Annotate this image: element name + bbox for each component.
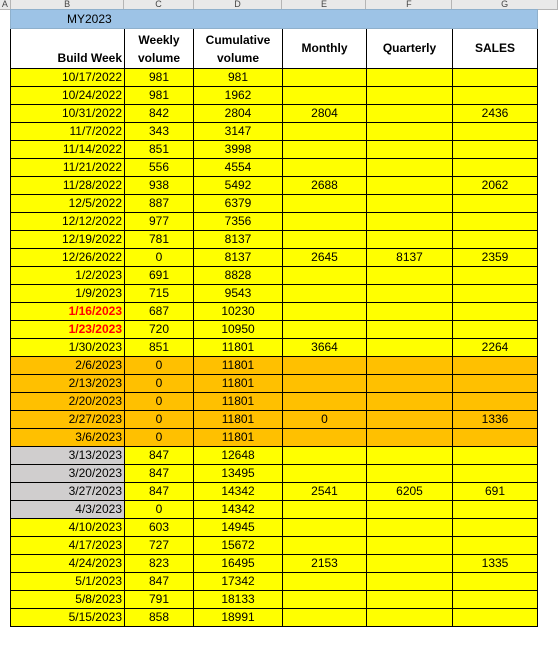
table-row <box>11 231 538 249</box>
monthly-cell[interactable]: 2153 <box>283 555 367 573</box>
weekly-volume-cell[interactable]: 938 <box>125 177 194 195</box>
weekly-volume-cell[interactable]: 851 <box>125 141 194 159</box>
quarterly-cell[interactable] <box>367 303 453 321</box>
header-quarterly[interactable]: Quarterly <box>367 29 453 69</box>
quarterly-cell[interactable] <box>367 573 453 591</box>
quarterly-cell[interactable] <box>367 537 453 555</box>
monthly-cell[interactable] <box>283 141 367 159</box>
quarterly-cell[interactable] <box>367 87 453 105</box>
quarterly-cell[interactable] <box>367 285 453 303</box>
build-week-cell[interactable]: 5/1/2023 <box>11 573 125 591</box>
build-week-cell[interactable]: 11/7/2022 <box>11 123 125 141</box>
build-week-cell[interactable]: 11/21/2022 <box>11 159 125 177</box>
monthly-cell[interactable] <box>283 375 367 393</box>
weekly-volume-cell[interactable]: 847 <box>125 447 194 465</box>
header-cumulative-line2: volume <box>216 51 259 65</box>
build-week-cell[interactable]: 5/8/2023 <box>11 591 125 609</box>
build-week-cell[interactable]: 5/15/2023 <box>11 609 125 627</box>
sales-cell[interactable]: 2264 <box>453 339 538 357</box>
monthly-cell[interactable] <box>283 591 367 609</box>
build-week-cell[interactable]: 1/16/2023 <box>11 303 125 321</box>
sales-cell[interactable] <box>453 159 538 177</box>
monthly-cell[interactable] <box>283 87 367 105</box>
header-row <box>11 29 538 69</box>
column-header[interactable]: C <box>124 0 193 9</box>
table-row <box>11 123 538 141</box>
sales-cell[interactable] <box>453 87 538 105</box>
sales-cell[interactable] <box>453 123 538 141</box>
build-week-cell[interactable]: 2/13/2023 <box>11 375 125 393</box>
monthly-cell[interactable] <box>283 285 367 303</box>
build-week-cell[interactable]: 1/23/2023 <box>11 321 125 339</box>
monthly-cell[interactable] <box>283 609 367 627</box>
monthly-cell[interactable] <box>283 123 367 141</box>
quarterly-cell[interactable] <box>367 231 453 249</box>
build-week-cell[interactable]: 3/6/2023 <box>11 429 125 447</box>
quarterly-cell[interactable] <box>367 357 453 375</box>
weekly-volume-cell[interactable]: 791 <box>125 591 194 609</box>
cumulative-volume-cell[interactable]: 9543 <box>194 285 283 303</box>
sales-cell[interactable] <box>453 213 538 231</box>
header-weekly-line2: volume <box>137 51 180 65</box>
sales-cell[interactable] <box>453 303 538 321</box>
cumulative-volume-cell[interactable]: 18133 <box>194 591 283 609</box>
table-row <box>11 573 538 591</box>
cumulative-volume-cell[interactable]: 13495 <box>194 465 283 483</box>
quarterly-cell[interactable] <box>367 591 453 609</box>
cumulative-volume-cell[interactable]: 8828 <box>194 267 283 285</box>
weekly-volume-cell[interactable]: 0 <box>125 411 194 429</box>
table-row <box>11 537 538 555</box>
header-build-week[interactable]: Build Week <box>11 29 125 69</box>
monthly-cell[interactable] <box>283 213 367 231</box>
cumulative-volume-cell[interactable]: 8137 <box>194 231 283 249</box>
table-row <box>11 249 538 267</box>
cumulative-volume-cell[interactable]: 17342 <box>194 573 283 591</box>
weekly-volume-cell[interactable]: 847 <box>125 573 194 591</box>
build-week-cell[interactable]: 11/28/2022 <box>11 177 125 195</box>
build-week-cell[interactable]: 10/31/2022 <box>11 105 125 123</box>
quarterly-cell[interactable] <box>367 609 453 627</box>
weekly-volume-cell[interactable]: 0 <box>125 501 194 519</box>
build-week-cell[interactable]: 11/14/2022 <box>11 141 125 159</box>
sales-cell[interactable] <box>453 321 538 339</box>
sales-cell[interactable]: 1336 <box>453 411 538 429</box>
sales-cell[interactable] <box>453 141 538 159</box>
weekly-volume-cell[interactable]: 0 <box>125 429 194 447</box>
quarterly-cell[interactable] <box>367 501 453 519</box>
table-row <box>11 483 538 501</box>
table-row <box>11 339 538 357</box>
weekly-volume-cell[interactable]: 858 <box>125 609 194 627</box>
monthly-cell[interactable]: 0 <box>283 411 367 429</box>
quarterly-cell[interactable]: 6205 <box>367 483 453 501</box>
weekly-volume-cell[interactable]: 887 <box>125 195 194 213</box>
table-row <box>11 105 538 123</box>
table-row <box>11 447 538 465</box>
sales-cell[interactable] <box>453 375 538 393</box>
cumulative-volume-cell[interactable]: 16495 <box>194 555 283 573</box>
table-row <box>11 213 538 231</box>
cumulative-volume-cell[interactable]: 11801 <box>194 357 283 375</box>
quarterly-cell[interactable] <box>367 123 453 141</box>
build-week-cell[interactable]: 1/30/2023 <box>11 339 125 357</box>
sales-cell[interactable] <box>453 267 538 285</box>
quarterly-cell[interactable] <box>367 339 453 357</box>
sales-cell[interactable]: 1335 <box>453 555 538 573</box>
table-row <box>11 267 538 285</box>
cumulative-volume-cell[interactable]: 14945 <box>194 519 283 537</box>
table-row <box>11 411 538 429</box>
sales-cell[interactable] <box>453 519 538 537</box>
table-row <box>11 357 538 375</box>
title-row <box>11 10 538 29</box>
monthly-cell[interactable] <box>283 519 367 537</box>
header-cumulative-line1: Cumulative <box>205 33 271 47</box>
sales-cell[interactable]: 2062 <box>453 177 538 195</box>
quarterly-cell[interactable] <box>367 267 453 285</box>
build-week-cell[interactable]: 4/3/2023 <box>11 501 125 519</box>
build-week-cell[interactable]: 12/19/2022 <box>11 231 125 249</box>
quarterly-cell[interactable] <box>367 429 453 447</box>
column-header[interactable]: B <box>11 0 125 9</box>
weekly-volume-cell[interactable]: 851 <box>125 339 194 357</box>
quarterly-cell[interactable] <box>367 465 453 483</box>
sales-cell[interactable]: 2359 <box>453 249 538 267</box>
table-row <box>11 141 538 159</box>
weekly-volume-cell[interactable]: 847 <box>125 483 194 501</box>
monthly-cell[interactable] <box>283 267 367 285</box>
column-header[interactable]: G <box>452 0 558 9</box>
monthly-cell[interactable] <box>283 447 367 465</box>
cumulative-volume-cell[interactable]: 10230 <box>194 303 283 321</box>
table-row <box>11 555 538 573</box>
weekly-volume-cell[interactable]: 556 <box>125 159 194 177</box>
quarterly-cell[interactable] <box>367 69 453 87</box>
sales-cell[interactable] <box>453 537 538 555</box>
monthly-cell[interactable] <box>283 69 367 87</box>
weekly-volume-cell[interactable]: 823 <box>125 555 194 573</box>
sales-cell[interactable] <box>453 69 538 87</box>
weekly-volume-cell[interactable]: 343 <box>125 123 194 141</box>
cumulative-volume-cell[interactable]: 14342 <box>194 501 283 519</box>
build-week-cell[interactable]: 3/13/2023 <box>11 447 125 465</box>
build-week-cell[interactable]: 1/2/2023 <box>11 267 125 285</box>
quarterly-cell[interactable] <box>367 519 453 537</box>
weekly-volume-cell[interactable]: 847 <box>125 465 194 483</box>
weekly-volume-cell[interactable]: 981 <box>125 87 194 105</box>
weekly-volume-cell[interactable]: 687 <box>125 303 194 321</box>
table-row <box>11 69 538 87</box>
quarterly-cell[interactable] <box>367 159 453 177</box>
cumulative-volume-cell[interactable]: 18991 <box>194 609 283 627</box>
table-row <box>11 303 538 321</box>
cumulative-volume-cell[interactable]: 1962 <box>194 87 283 105</box>
header-weekly-line1: Weekly <box>138 33 180 47</box>
sales-cell[interactable] <box>453 591 538 609</box>
sales-cell[interactable] <box>453 465 538 483</box>
monthly-cell[interactable]: 2688 <box>283 177 367 195</box>
sales-cell[interactable] <box>453 573 538 591</box>
table-row <box>11 591 538 609</box>
sales-cell[interactable] <box>453 609 538 627</box>
build-week-cell[interactable]: 10/24/2022 <box>11 87 125 105</box>
column-header[interactable]: A <box>0 0 11 9</box>
monthly-cell[interactable] <box>283 195 367 213</box>
column-header[interactable]: D <box>194 0 283 9</box>
build-week-cell[interactable]: 4/10/2023 <box>11 519 125 537</box>
monthly-cell[interactable] <box>283 357 367 375</box>
header-monthly[interactable]: Monthly <box>283 29 367 69</box>
weekly-volume-cell[interactable]: 720 <box>125 321 194 339</box>
monthly-cell[interactable] <box>283 303 367 321</box>
weekly-volume-cell[interactable]: 603 <box>125 519 194 537</box>
weekly-volume-cell[interactable]: 0 <box>125 249 194 267</box>
cumulative-volume-cell[interactable]: 3147 <box>194 123 283 141</box>
cumulative-volume-cell[interactable]: 4554 <box>194 159 283 177</box>
sales-cell[interactable]: 2436 <box>453 105 538 123</box>
quarterly-cell[interactable] <box>367 447 453 465</box>
build-week-cell[interactable]: 12/12/2022 <box>11 213 125 231</box>
title-cell[interactable]: MY2023 <box>11 10 538 29</box>
cumulative-volume-cell[interactable]: 14342 <box>194 483 283 501</box>
cumulative-volume-cell[interactable]: 7356 <box>194 213 283 231</box>
table-row <box>11 159 538 177</box>
header-cumulative-volume[interactable] <box>194 29 283 69</box>
monthly-cell[interactable]: 2645 <box>283 249 367 267</box>
cumulative-volume-cell[interactable]: 2804 <box>194 105 283 123</box>
table-row <box>11 519 538 537</box>
weekly-volume-cell[interactable]: 781 <box>125 231 194 249</box>
quarterly-cell[interactable]: 8137 <box>367 249 453 267</box>
build-week-cell[interactable]: 3/20/2023 <box>11 465 125 483</box>
cumulative-volume-cell[interactable]: 11801 <box>194 393 283 411</box>
sales-cell[interactable] <box>453 231 538 249</box>
build-week-cell[interactable]: 4/24/2023 <box>11 555 125 573</box>
quarterly-cell[interactable] <box>367 321 453 339</box>
monthly-cell[interactable] <box>283 501 367 519</box>
column-header[interactable]: F <box>366 0 452 9</box>
sales-cell[interactable] <box>453 195 538 213</box>
table-row <box>11 393 538 411</box>
quarterly-cell[interactable] <box>367 375 453 393</box>
monthly-cell[interactable] <box>283 393 367 411</box>
monthly-cell[interactable]: 3664 <box>283 339 367 357</box>
table-row <box>11 501 538 519</box>
table-row <box>11 285 538 303</box>
sales-cell[interactable] <box>453 285 538 303</box>
quarterly-cell[interactable] <box>367 177 453 195</box>
weekly-volume-cell[interactable]: 842 <box>125 105 194 123</box>
cumulative-volume-cell[interactable]: 11801 <box>194 375 283 393</box>
build-week-cell[interactable]: 4/17/2023 <box>11 537 125 555</box>
sales-cell[interactable] <box>453 393 538 411</box>
build-week-cell[interactable]: 2/20/2023 <box>11 393 125 411</box>
build-week-cell[interactable]: 1/9/2023 <box>11 285 125 303</box>
weekly-volume-cell[interactable]: 691 <box>125 267 194 285</box>
build-week-cell[interactable]: 10/17/2022 <box>11 69 125 87</box>
build-week-cell[interactable]: 12/5/2022 <box>11 195 125 213</box>
table-row <box>11 177 538 195</box>
column-header[interactable]: E <box>282 0 366 9</box>
table-row <box>11 87 538 105</box>
cumulative-volume-cell[interactable]: 5492 <box>194 177 283 195</box>
monthly-cell[interactable]: 2541 <box>283 483 367 501</box>
sales-cell[interactable] <box>453 447 538 465</box>
table-row <box>11 609 538 627</box>
cumulative-volume-cell[interactable]: 981 <box>194 69 283 87</box>
monthly-cell[interactable] <box>283 231 367 249</box>
cumulative-volume-cell[interactable]: 15672 <box>194 537 283 555</box>
monthly-cell[interactable] <box>283 429 367 447</box>
sales-cell[interactable] <box>453 357 538 375</box>
weekly-volume-cell[interactable]: 0 <box>125 375 194 393</box>
cumulative-volume-cell[interactable]: 11801 <box>194 429 283 447</box>
monthly-cell[interactable]: 2804 <box>283 105 367 123</box>
quarterly-cell[interactable] <box>367 411 453 429</box>
quarterly-cell[interactable] <box>367 141 453 159</box>
table-row <box>11 465 538 483</box>
monthly-cell[interactable] <box>283 573 367 591</box>
quarterly-cell[interactable] <box>367 213 453 231</box>
sales-cell[interactable] <box>453 501 538 519</box>
sales-cell[interactable]: 691 <box>453 483 538 501</box>
table-row <box>11 195 538 213</box>
header-sales[interactable]: SALES <box>453 29 538 69</box>
quarterly-cell[interactable] <box>367 105 453 123</box>
quarterly-cell[interactable] <box>367 393 453 411</box>
build-volume-table <box>10 9 538 627</box>
monthly-cell[interactable] <box>283 321 367 339</box>
monthly-cell[interactable] <box>283 537 367 555</box>
header-weekly-volume[interactable] <box>125 29 194 69</box>
table-row <box>11 429 538 447</box>
weekly-volume-cell[interactable]: 727 <box>125 537 194 555</box>
monthly-cell[interactable] <box>283 465 367 483</box>
build-week-cell[interactable]: 3/27/2023 <box>11 483 125 501</box>
sales-cell[interactable] <box>453 429 538 447</box>
weekly-volume-cell[interactable]: 0 <box>125 393 194 411</box>
weekly-volume-cell[interactable]: 0 <box>125 357 194 375</box>
cumulative-volume-cell[interactable]: 8137 <box>194 249 283 267</box>
table-row <box>11 375 538 393</box>
cumulative-volume-cell[interactable]: 6379 <box>194 195 283 213</box>
monthly-cell[interactable] <box>283 159 367 177</box>
weekly-volume-cell[interactable]: 977 <box>125 213 194 231</box>
weekly-volume-cell[interactable]: 981 <box>125 69 194 87</box>
cumulative-volume-cell[interactable]: 10950 <box>194 321 283 339</box>
quarterly-cell[interactable] <box>367 555 453 573</box>
cumulative-volume-cell[interactable]: 12648 <box>194 447 283 465</box>
weekly-volume-cell[interactable]: 715 <box>125 285 194 303</box>
cumulative-volume-cell[interactable]: 11801 <box>194 411 283 429</box>
build-week-cell[interactable]: 2/6/2023 <box>11 357 125 375</box>
cumulative-volume-cell[interactable]: 3998 <box>194 141 283 159</box>
table-row <box>11 321 538 339</box>
cumulative-volume-cell[interactable]: 11801 <box>194 339 283 357</box>
quarterly-cell[interactable] <box>367 195 453 213</box>
build-week-cell[interactable]: 12/26/2022 <box>11 249 125 267</box>
build-week-cell[interactable]: 2/27/2023 <box>11 411 125 429</box>
